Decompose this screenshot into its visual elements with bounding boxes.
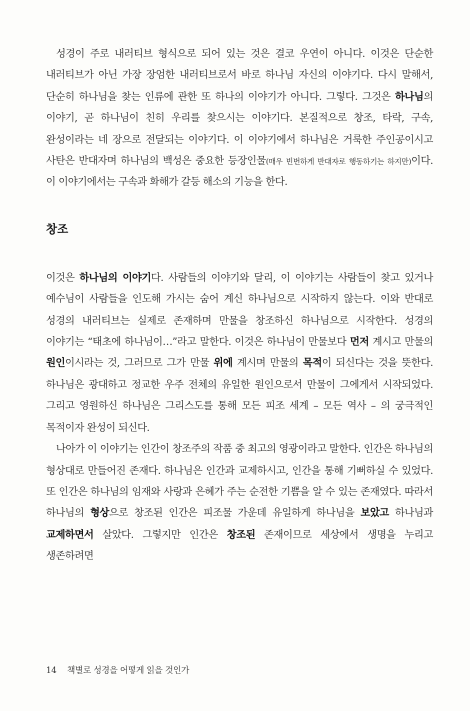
text-run: 성경이 주로 내러티브 형식으로 되어 있는 것은 결코 우연이 아니다. 이것은 단순한 내러티브가 아닌 가장 장엄한 내러티브로서 바로 하나님 자신의 이야기다. 다시 말해서, 단순히 하나님을 찾는 인류에 관한 또 하나의 이야기가 아니다. 그렇다. 그것은 [46,49,433,103]
text-run: 계시며 만물의 [232,358,303,370]
book-title: 책별로 성경을 어떻게 읽을 것인가 [66,666,190,676]
emphasis-image: 형상 [90,507,110,520]
text-run: 존재이므로 세상에서 생명을 누리고 생존하려면 [46,529,434,563]
text-run: 이것은 [46,272,80,284]
emphasis-saw: 보았고 [360,507,389,520]
text-run: 이시라는 것, 그러므로 그가 만물 [64,358,214,370]
section-heading: 창조 [46,221,69,236]
page-number: 14 [46,666,57,676]
text-run: 살았다. 그렇지만 인간은 [93,529,227,541]
text-run: 이다. 이 이야기에서는 구속과 화해가 갈등 해소의 기능을 한다. [46,156,433,189]
emphasis-first: 먼저 [349,336,369,349]
intro-paragraph [46,44,433,194]
text-run: 다. 사람들의 이야기와 달리, 이 이야기는 사람들이 찾고 있거나 예수님이 사람들을 인도해 가시는 숨어 계신 하나님으로 시작하지 않는다. 이와 반대로 성경의 내러티브는 실제로 존재하며 만물을 창조하신 하나님으로 시작한다. 성경의 이야기는 “태초에 하나님이…”라고 말한다. 이것은 하나님이 만물보다 [46,272,433,349]
emphasis-purpose: 목적 [302,357,322,370]
text-run: 의 이야기, 곧 하나님이 친히 우리를 찾으시는 이야기다. 본질적으로 창조, 타락, 구속, 완성이라는 네 장으로 전달되는 이야기다. 이 이야기에서 하나님은 거룩한 주인공이시고 사탄은 반대자며 하나님의 백성은 중요한 등장인물 [46,91,433,168]
emphasis-god: 하나님 [395,90,424,103]
text-run: 계시고 만물의 [368,337,433,349]
emphasis-cause: 원인 [46,357,65,370]
page-body [46,44,433,568]
text-run: 으로 창조된 인간은 피조물 가운데 유일하게 하나님을 [109,508,361,520]
emphasis-created: 창조된 [226,528,256,541]
page-footer [46,664,189,676]
emphasis-fellowship: 교제하면서 [46,528,94,541]
creation-paragraph [46,268,433,439]
text-run: 이 되신다는 것을 뜻한다. 하나님은 광대하고 정교한 우주 전체의 유일한 원인으로서 만물이 그에게서 시작되었다. 그리고 영원하신 하나님은 그리스도를 통해 모든 피조 세계 – 모든 역사 – 의 궁극적인 목적이자 완성이 되신다. [46,358,433,434]
parenthetical-note: (매우 빈번하게 반대자로 행동하기는 하지만) [265,157,412,167]
emphasis-gods-story: 하나님의 이야기 [79,271,151,284]
emphasis-above: 위에 [213,357,233,370]
humanity-paragraph [46,439,433,567]
text-run: 나아가 이 이야기는 인간이 창조주의 작품 중 최고의 영광이라고 말한다. 인간은 하나님의 형상대로 만들어진 존재다. 하나님은 인간과 교제하시고, 인간을 통해 기뻐하실 수 있었다. 또 인간은 하나님의 임재와 사랑과 은혜가 주는 순전한 기쁨을 알 수 있는 존재였다. 따라서 하나님의 [46,444,433,520]
text-run: 하나님과 [388,508,433,520]
